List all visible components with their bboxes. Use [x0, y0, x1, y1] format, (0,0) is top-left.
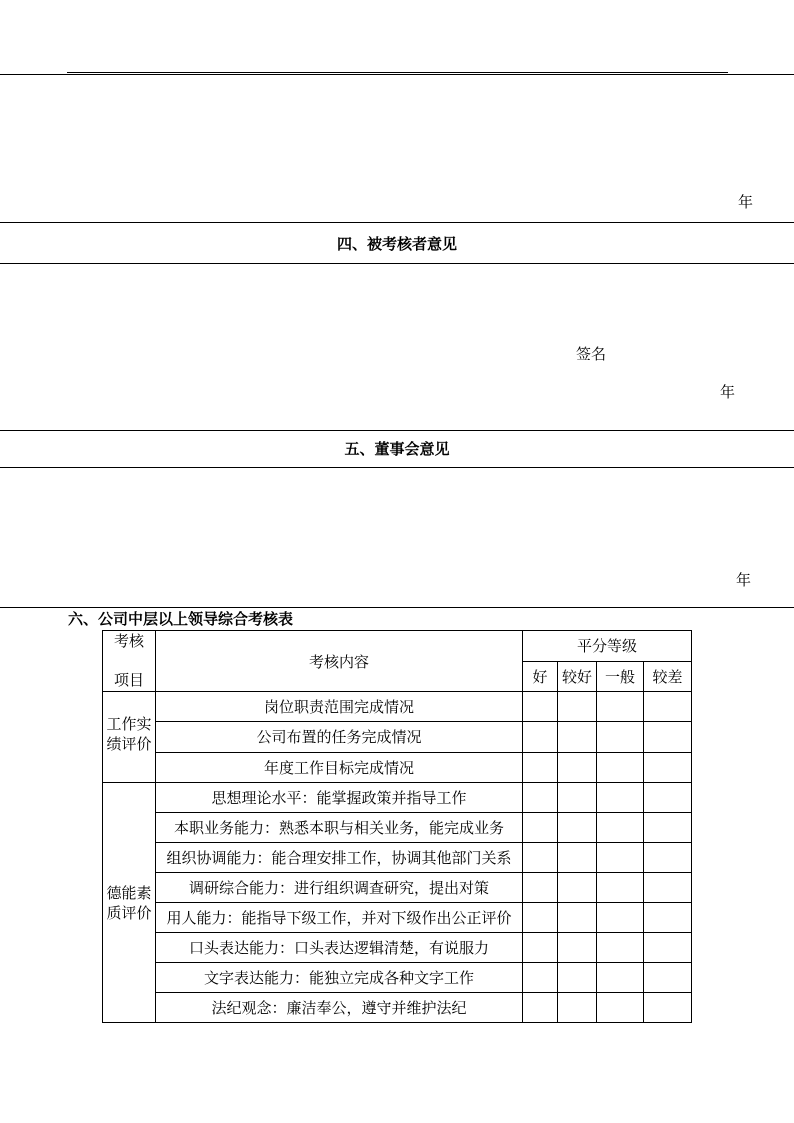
section6-heading: 六、公司中层以上领导综合考核表 — [68, 610, 294, 628]
section4-year: 年 — [720, 383, 736, 401]
table-row-item: 公司布置的任务完成情况 — [156, 722, 523, 752]
rating-cell[interactable] — [523, 783, 558, 813]
category-work-performance: 工作实 绩评价 — [103, 692, 156, 783]
grade-average: 一般 — [597, 661, 644, 692]
section3-year: 年 — [738, 193, 754, 211]
rating-cell[interactable] — [644, 752, 692, 782]
rating-cell[interactable] — [644, 692, 692, 722]
rating-cell[interactable] — [558, 963, 597, 993]
table-row-item: 组织协调能力：能合理安排工作，协调其他部门关系 — [156, 843, 523, 873]
rating-cell[interactable] — [644, 933, 692, 963]
rating-cell[interactable] — [523, 722, 558, 752]
divider — [0, 263, 794, 264]
rating-cell[interactable] — [644, 813, 692, 843]
rating-cell[interactable] — [523, 692, 558, 722]
rating-cell[interactable] — [597, 813, 644, 843]
section4-heading: 四、被考核者意见 — [336, 235, 457, 253]
grade-poor: 较差 — [644, 661, 692, 692]
rating-cell[interactable] — [558, 783, 597, 813]
rating-cell[interactable] — [644, 783, 692, 813]
rating-cell[interactable] — [523, 873, 558, 903]
section5-year: 年 — [736, 571, 752, 589]
header-project-line1: 考核 — [113, 632, 144, 650]
rating-cell[interactable] — [523, 843, 558, 873]
rating-cell[interactable] — [597, 903, 644, 933]
table-row-item: 本职业务能力：熟悉本职与相关业务，能完成业务 — [156, 813, 523, 843]
divider — [0, 467, 794, 468]
section4-signature-label: 签名 — [576, 345, 607, 363]
table-row-item: 思想理论水平：能掌握政策并指导工作 — [156, 783, 523, 813]
rating-cell[interactable] — [644, 963, 692, 993]
rating-cell[interactable] — [558, 692, 597, 722]
rating-cell[interactable] — [558, 933, 597, 963]
header-project — [103, 631, 156, 692]
table-row-item: 口头表达能力：口头表达逻辑清楚，有说服力 — [156, 933, 523, 963]
rating-cell[interactable] — [644, 993, 692, 1023]
rating-cell[interactable] — [558, 993, 597, 1023]
table-row-item: 调研综合能力：进行组织调查研究，提出对策 — [156, 873, 523, 903]
header-rule — [67, 72, 728, 73]
rating-cell[interactable] — [597, 843, 644, 873]
evaluation-table — [102, 630, 692, 1023]
rating-cell[interactable] — [644, 903, 692, 933]
rating-cell[interactable] — [597, 993, 644, 1023]
header-project-line2: 项目 — [113, 671, 144, 689]
rating-cell[interactable] — [597, 722, 644, 752]
table-row-item: 用人能力：能指导下级工作，并对下级作出公正评价 — [156, 903, 523, 933]
divider — [0, 222, 794, 223]
rating-cell[interactable] — [523, 752, 558, 782]
rating-cell[interactable] — [523, 903, 558, 933]
rating-cell[interactable] — [644, 722, 692, 752]
rating-cell[interactable] — [644, 873, 692, 903]
rating-cell[interactable] — [597, 692, 644, 722]
rating-cell[interactable] — [597, 963, 644, 993]
grade-good: 好 — [523, 661, 558, 692]
header-content: 考核内容 — [156, 631, 523, 692]
rating-cell[interactable] — [558, 873, 597, 903]
rating-cell[interactable] — [558, 752, 597, 782]
rating-cell[interactable] — [644, 843, 692, 873]
table-row-item: 法纪观念：廉洁奉公，遵守并维护法纪 — [156, 993, 523, 1023]
rating-cell[interactable] — [523, 933, 558, 963]
rating-cell[interactable] — [558, 903, 597, 933]
rating-cell[interactable] — [597, 752, 644, 782]
rating-cell[interactable] — [523, 813, 558, 843]
divider — [0, 607, 794, 608]
rating-cell[interactable] — [558, 722, 597, 752]
rating-cell[interactable] — [597, 933, 644, 963]
section5-heading: 五、董事会意见 — [344, 440, 450, 458]
rating-cell[interactable] — [558, 843, 597, 873]
grade-fairly-good: 较好 — [558, 661, 597, 692]
rating-cell[interactable] — [523, 993, 558, 1023]
table-row-item: 岗位职责范围完成情况 — [156, 692, 523, 722]
divider — [0, 430, 794, 431]
rating-cell[interactable] — [558, 813, 597, 843]
rating-cell[interactable] — [597, 873, 644, 903]
category-ability-quality: 德能素 质评价 — [103, 783, 156, 1023]
table-row-item: 年度工作目标完成情况 — [156, 752, 523, 782]
table-row-item: 文字表达能力：能独立完成各种文字工作 — [156, 963, 523, 993]
header-grade: 平分等级 — [523, 631, 692, 662]
rating-cell[interactable] — [523, 963, 558, 993]
top-rule — [0, 74, 794, 75]
rating-cell[interactable] — [597, 783, 644, 813]
